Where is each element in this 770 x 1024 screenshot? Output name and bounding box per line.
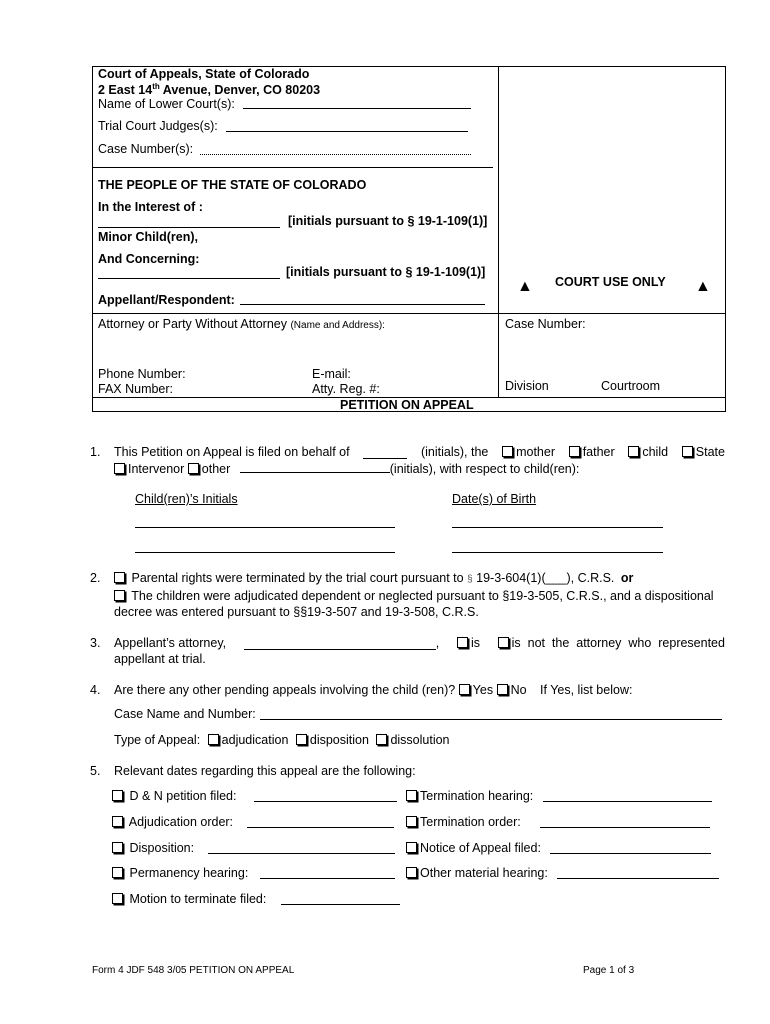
checkbox-icon bbox=[112, 867, 123, 878]
footer-page-number: Page 1 of 3 bbox=[583, 965, 635, 976]
checkbox-icon bbox=[112, 842, 123, 853]
case-number-label: Case Number: bbox=[505, 317, 586, 331]
q3-attorney-field[interactable] bbox=[244, 636, 436, 650]
footer-form-id: Form 4 JDF 548 3/05 PETITION ON APPEAL bbox=[92, 965, 295, 976]
courtroom-label: Courtroom bbox=[601, 379, 661, 393]
date-notice-of-appeal[interactable]: Notice of Appeal filed: bbox=[406, 841, 541, 855]
q1-initials-field[interactable] bbox=[363, 445, 407, 459]
q5-number: 5. bbox=[90, 764, 101, 778]
date-notice-of-appeal-field[interactable] bbox=[550, 853, 711, 854]
child-dob-row-2[interactable] bbox=[452, 552, 663, 553]
q1-number: 1. bbox=[90, 445, 101, 459]
date-other-hearing-field[interactable] bbox=[557, 878, 719, 879]
q2-option-terminated[interactable]: Parental rights were terminated by the trial court pursuant to § 19-3-604(1)(___), C.R.S. or bbox=[114, 571, 633, 585]
checkbox-icon bbox=[406, 842, 417, 853]
date-permanency-hearing-field[interactable] bbox=[260, 878, 395, 879]
checkbox-icon bbox=[114, 590, 125, 601]
checkbox-icon bbox=[497, 684, 508, 695]
q4-line1: Are there any other pending appeals involving the child (ren)? Yes No If Yes, list below: bbox=[114, 683, 633, 697]
date-motion-terminate-field[interactable] bbox=[281, 904, 400, 905]
court-use-only: COURT USE ONLY bbox=[555, 275, 666, 289]
date-permanency-hearing[interactable]: Permanency hearing: bbox=[112, 866, 248, 880]
q4-yes-option[interactable]: Yes bbox=[459, 683, 493, 697]
lower-court-label: Name of Lower Court(s): bbox=[98, 97, 235, 111]
appellant-field[interactable] bbox=[240, 304, 485, 305]
q1-other-option[interactable]: other bbox=[188, 462, 231, 476]
checkbox-icon bbox=[188, 463, 199, 474]
col-initials-header: Child(ren)’s Initials bbox=[135, 492, 238, 506]
date-adjudication-order[interactable]: Adjudication order: bbox=[112, 815, 233, 829]
checkbox-icon bbox=[628, 446, 639, 457]
q4-number: 4. bbox=[90, 683, 101, 697]
type-dissolution-option[interactable]: dissolution bbox=[376, 733, 449, 747]
parent-initials-field[interactable] bbox=[98, 278, 280, 279]
checkbox-icon bbox=[112, 790, 123, 801]
fax-label: FAX Number: bbox=[98, 382, 174, 396]
q1-mother-option[interactable]: mother bbox=[502, 445, 555, 459]
atty-reg-label: Atty. Reg. #: bbox=[312, 382, 380, 396]
checkbox-icon bbox=[406, 867, 417, 878]
court-name: Court of Appeals, State of Colorado bbox=[98, 67, 310, 81]
q2-option-adjudicated[interactable]: The children were adjudicated dependent or neglected pursuant to §19-3-505, C.R.S., and a dispositional bbox=[114, 589, 714, 603]
q1-intervenor-option[interactable]: Intervenor bbox=[114, 462, 184, 476]
checkbox-icon bbox=[114, 463, 125, 474]
case-numbers-field[interactable] bbox=[200, 154, 471, 155]
date-termination-hearing[interactable]: Termination hearing: bbox=[406, 789, 533, 803]
q1-state-option[interactable]: State bbox=[682, 445, 725, 459]
q5-text: Relevant dates regarding this appeal are the following: bbox=[114, 764, 416, 778]
case-numbers-label: Case Number(s): bbox=[98, 142, 194, 156]
checkbox-icon bbox=[296, 734, 307, 745]
checkbox-icon bbox=[406, 790, 417, 801]
form-title: PETITION ON APPEAL bbox=[340, 398, 474, 412]
q2-line3: decree was entered pursuant to §§19-3-507 and 19-3-508, C.R.S. bbox=[114, 605, 479, 619]
date-termination-order-field[interactable] bbox=[540, 827, 710, 828]
col-dob-header: Date(s) of Birth bbox=[452, 492, 537, 506]
people-heading: THE PEOPLE OF THE STATE OF COLORADO bbox=[98, 178, 367, 192]
q4-no-option[interactable]: No bbox=[497, 683, 527, 697]
case-name-label: Case Name and Number: bbox=[114, 707, 256, 721]
checkbox-icon bbox=[112, 893, 123, 904]
checkbox-icon bbox=[459, 684, 470, 695]
date-motion-terminate[interactable]: Motion to terminate filed: bbox=[112, 892, 266, 906]
date-disposition[interactable]: Disposition: bbox=[112, 841, 194, 855]
q1-line2: Intervenor other (initials), with respect to child(ren): bbox=[114, 462, 579, 476]
checkbox-icon bbox=[114, 572, 125, 583]
date-d-n-petition-field[interactable] bbox=[254, 801, 397, 802]
q1-father-option[interactable]: father bbox=[569, 445, 615, 459]
appeal-type-row: Type of Appeal: adjudication disposition dissolution bbox=[114, 733, 450, 747]
trial-judges-field[interactable] bbox=[226, 131, 468, 132]
attorney-label: Attorney or Party Without Attorney (Name and Address): bbox=[98, 317, 385, 331]
child-initials-field[interactable] bbox=[98, 227, 280, 228]
child-dob-row-1[interactable] bbox=[452, 527, 663, 528]
checkbox-icon bbox=[406, 816, 417, 827]
q3-is-not-option[interactable]: is not the attorney who represented bbox=[498, 636, 725, 650]
type-adjudication-option[interactable]: adjudication bbox=[208, 733, 289, 747]
checkbox-icon bbox=[569, 446, 580, 457]
q2-number: 2. bbox=[90, 571, 101, 585]
checkbox-icon bbox=[682, 446, 693, 457]
checkbox-icon bbox=[376, 734, 387, 745]
triangle-up-icon: ▲ bbox=[517, 278, 533, 295]
date-termination-order[interactable]: Termination order: bbox=[406, 815, 521, 829]
date-other-hearing[interactable]: Other material hearing: bbox=[406, 866, 548, 880]
checkbox-icon bbox=[498, 637, 509, 648]
checkbox-icon bbox=[502, 446, 513, 457]
appellant-label: Appellant/Respondent: bbox=[98, 293, 235, 307]
checkbox-icon bbox=[112, 816, 123, 827]
checkbox-icon bbox=[208, 734, 219, 745]
email-label: E-mail: bbox=[312, 367, 351, 381]
phone-label: Phone Number: bbox=[98, 367, 186, 381]
date-adjudication-order-field[interactable] bbox=[247, 827, 394, 828]
date-d-n-petition[interactable]: D & N petition filed: bbox=[112, 789, 236, 803]
initials-note-2: [initials pursuant to § 19-1-109(1)] bbox=[286, 265, 486, 279]
q3-number: 3. bbox=[90, 636, 101, 650]
initials-note-1: [initials pursuant to § 19-1-109(1)] bbox=[288, 214, 488, 228]
q3-is-option[interactable]: is bbox=[457, 636, 480, 650]
court-address: 2 East 14th Avenue, Denver, CO 80203 bbox=[98, 82, 321, 98]
date-disposition-field[interactable] bbox=[208, 853, 395, 854]
trial-judges-label: Trial Court Judges(s): bbox=[98, 119, 218, 133]
q3-line2: appellant at trial. bbox=[114, 652, 206, 666]
date-termination-hearing-field[interactable] bbox=[543, 801, 712, 802]
triangle-up-icon: ▲ bbox=[695, 278, 711, 295]
and-concerning-label: And Concerning: bbox=[98, 252, 200, 266]
q3-line1: Appellant’s attorney, , is is not the attorney who represented bbox=[114, 636, 725, 650]
q1-line1: This Petition on Appeal is filed on behalf of (initials), the mother father child State bbox=[114, 445, 725, 459]
case-name-field[interactable] bbox=[260, 719, 722, 720]
child-initials-row-2[interactable] bbox=[135, 552, 395, 553]
division-label: Division bbox=[505, 379, 549, 393]
lower-court-field[interactable] bbox=[243, 108, 471, 109]
q1-other-field[interactable] bbox=[240, 472, 390, 473]
checkbox-icon bbox=[457, 637, 468, 648]
type-disposition-option[interactable]: disposition bbox=[296, 733, 369, 747]
q1-child-option[interactable]: child bbox=[628, 445, 668, 459]
interest-of-label: In the Interest of : bbox=[98, 200, 203, 214]
minor-children-label: Minor Child(ren), bbox=[98, 230, 198, 244]
child-initials-row-1[interactable] bbox=[135, 527, 395, 528]
